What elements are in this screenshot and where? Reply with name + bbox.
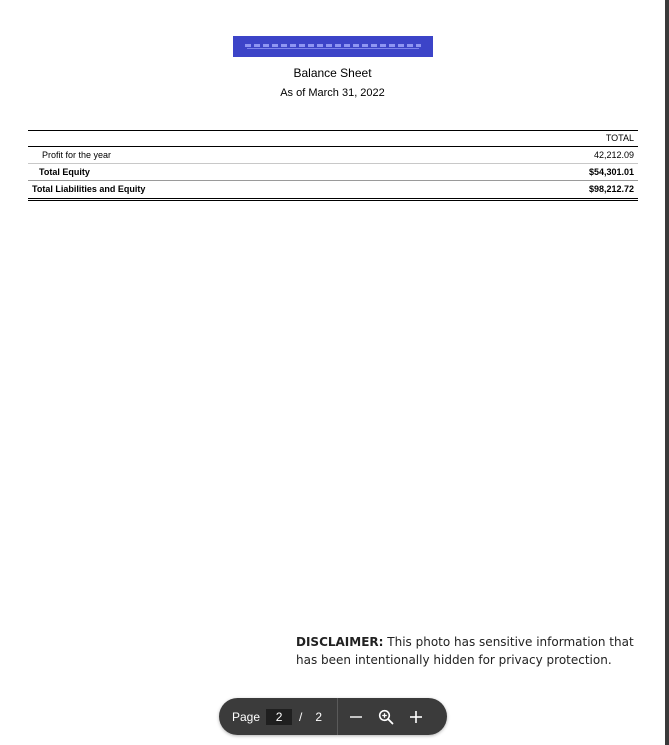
column-header-total: TOTAL <box>605 133 634 143</box>
total-pages: 2 <box>315 709 323 724</box>
table-header-row <box>28 130 638 147</box>
page-number-input[interactable]: 2 <box>266 709 292 725</box>
page-navigation-toolbar <box>219 698 447 735</box>
table-row <box>28 147 638 164</box>
page-separator: / <box>299 709 303 724</box>
zoom-out-button[interactable] <box>341 702 371 732</box>
table-row-total-liabilities-equity <box>28 181 638 201</box>
disclaimer-heading: DISCLAIMER: <box>296 635 384 649</box>
row-label: Total Liabilities and Equity <box>32 184 146 194</box>
row-label: Total Equity <box>39 167 90 177</box>
toolbar-divider <box>337 698 338 735</box>
disclaimer-text: This photo has sensitive information that has been intentionally hidden for privacy protection. <box>296 635 634 667</box>
balance-sheet-table <box>28 130 638 201</box>
minus-icon <box>349 710 363 724</box>
page-label: Page <box>232 709 261 724</box>
row-value: $54,301.01 <box>588 167 634 177</box>
zoom-button[interactable] <box>371 702 401 732</box>
redacted-company-name <box>233 36 433 57</box>
viewer-right-edge <box>665 0 669 745</box>
row-label: Profit for the year <box>42 150 112 160</box>
plus-icon <box>409 710 423 724</box>
redaction-scribble <box>245 44 421 47</box>
row-value: 42,212.09 <box>593 150 634 160</box>
row-value: $98,212.72 <box>588 184 634 194</box>
magnifier-icon <box>378 709 394 725</box>
disclaimer-note <box>296 633 636 669</box>
document-subtitle: As of March 31, 2022 <box>280 87 385 99</box>
document-title: Balance Sheet <box>293 66 372 80</box>
zoom-in-button[interactable] <box>401 702 431 732</box>
redaction-scribble-line <box>247 48 419 49</box>
table-row-total-equity <box>28 164 638 181</box>
